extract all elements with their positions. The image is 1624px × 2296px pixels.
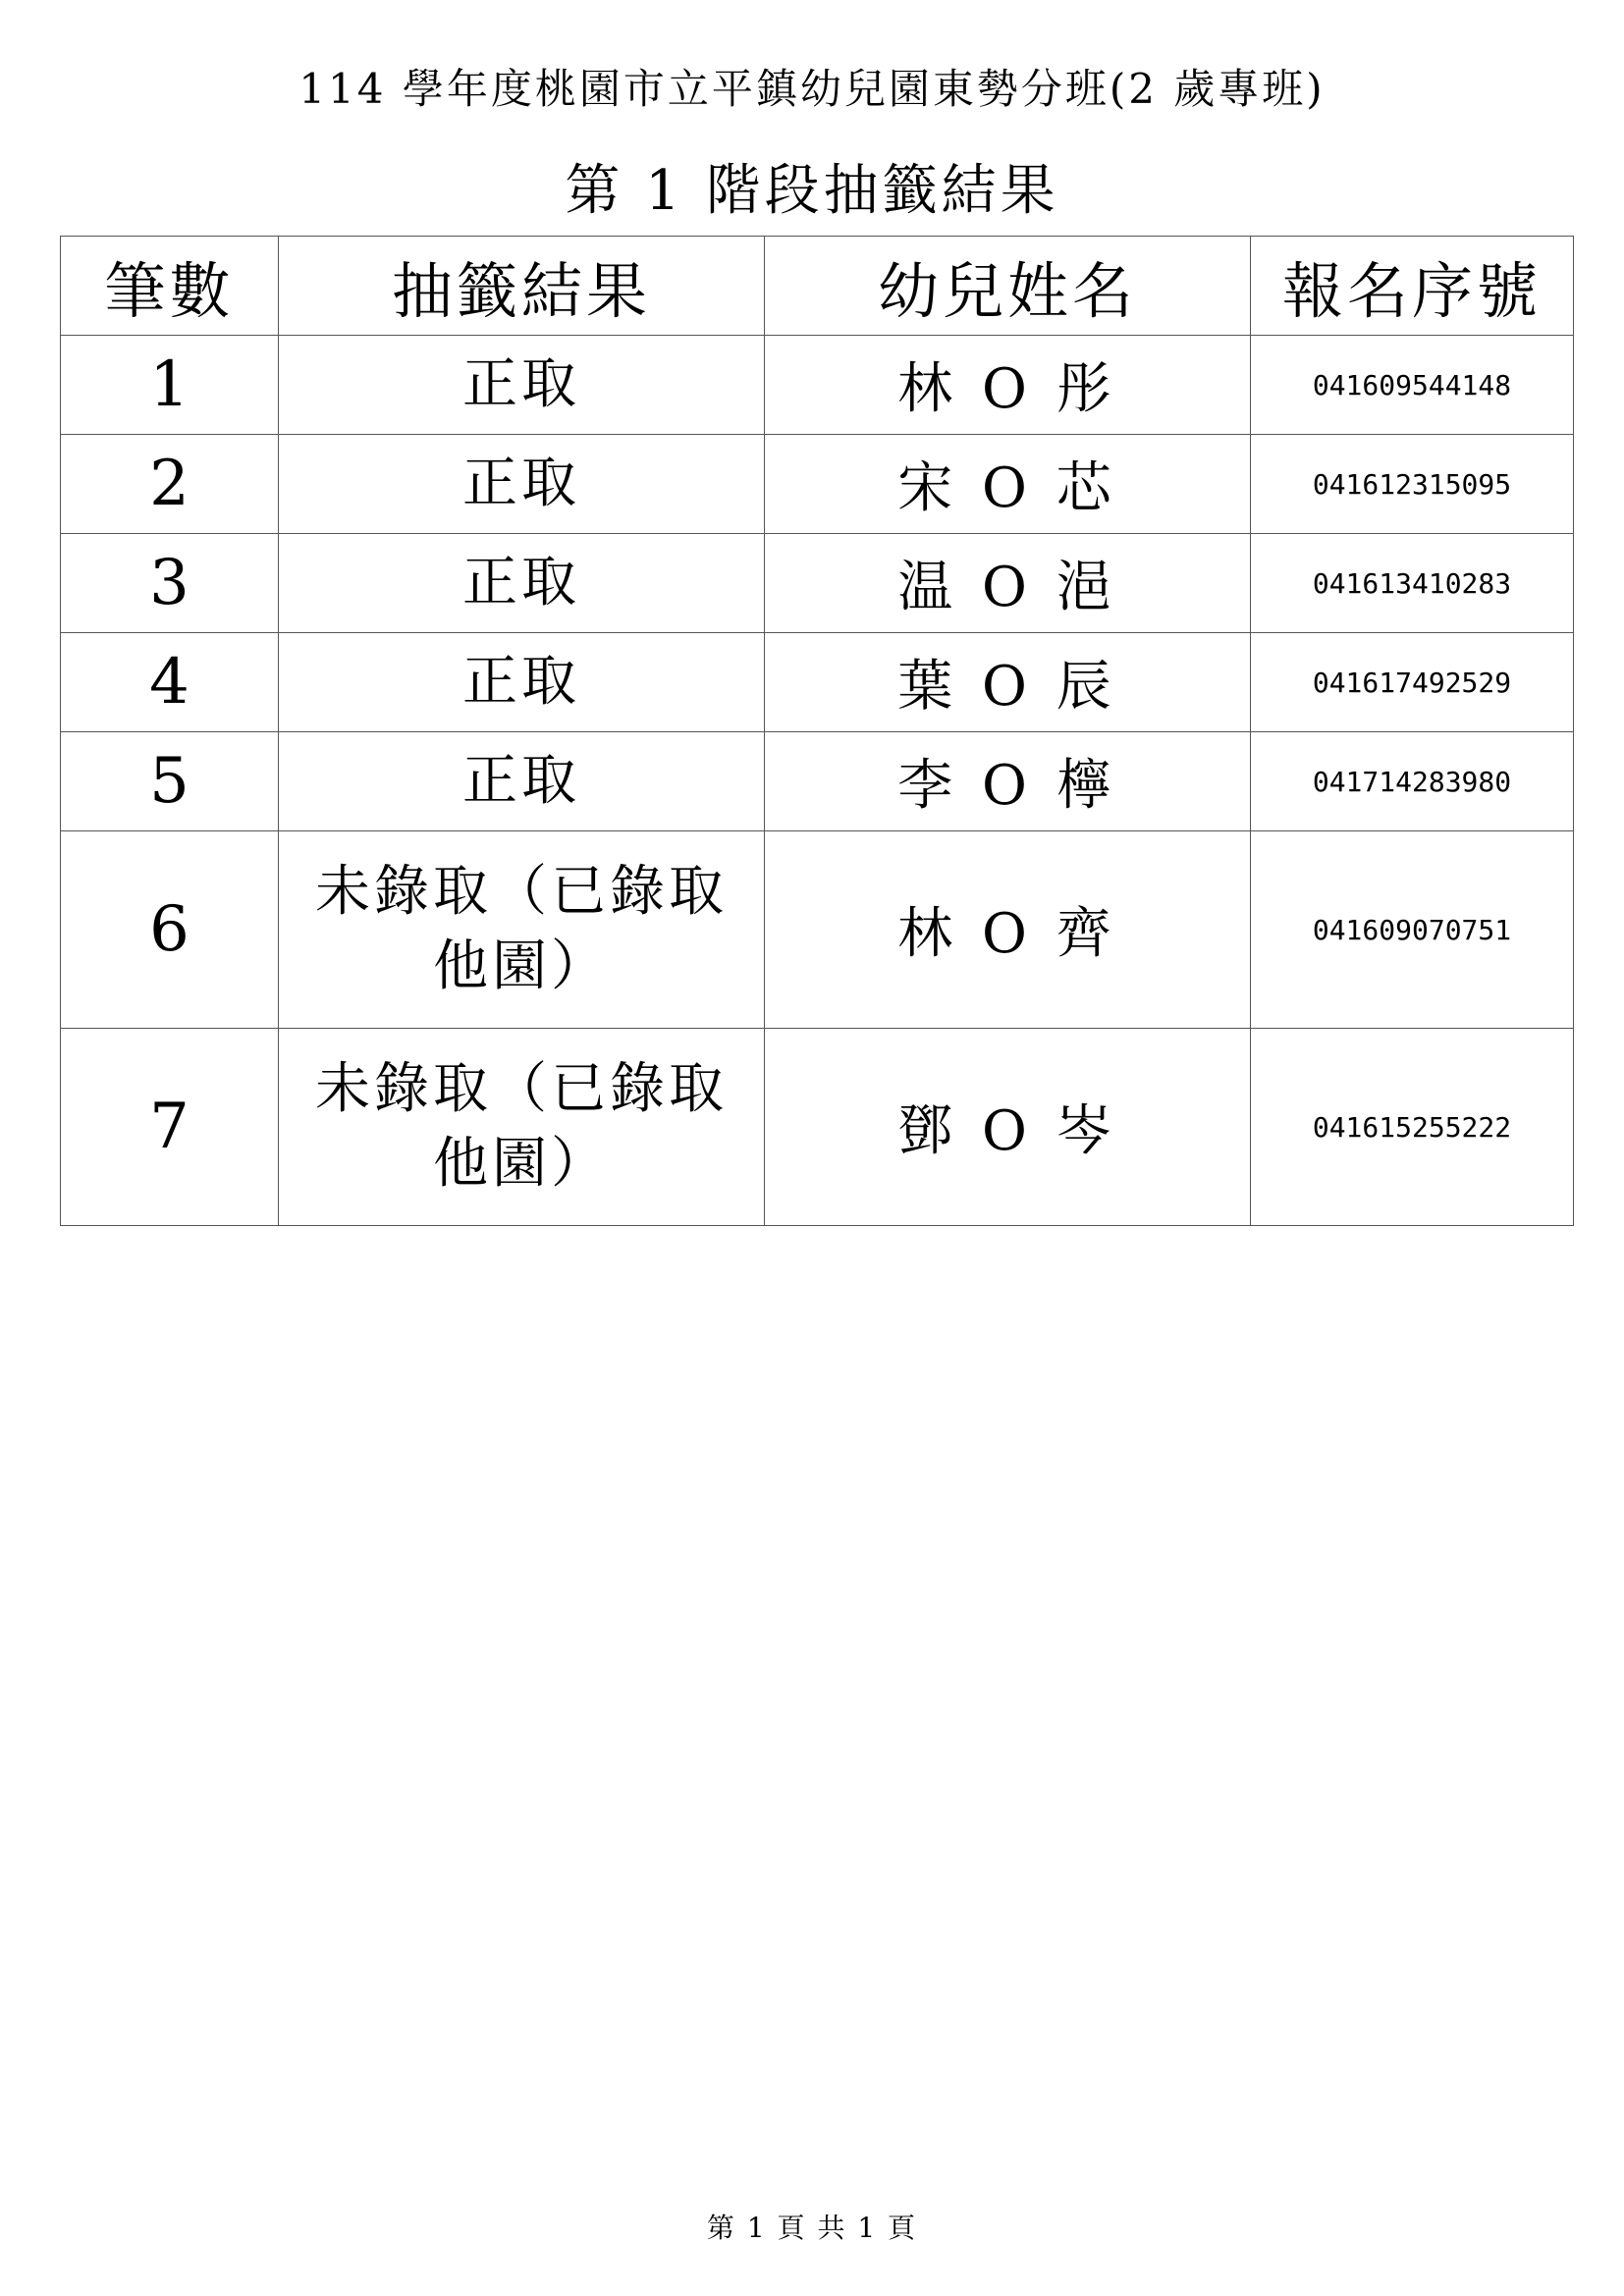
table-row	[61, 435, 1574, 534]
child-name: 鄧 O 岑	[765, 1029, 1251, 1226]
lottery-result	[279, 831, 765, 1029]
child-name: 温 O 浥	[765, 534, 1251, 633]
table-row	[61, 633, 1574, 732]
page-number-footer: 第 1 頁 共 1 頁	[706, 2212, 918, 2244]
registration-serial: 041609070751	[1251, 831, 1574, 1029]
lottery-results-table	[60, 236, 1574, 1226]
lottery-result	[279, 336, 765, 435]
row-number: 2	[61, 435, 279, 534]
registration-serial: 041609544148	[1251, 336, 1574, 435]
child-name: 李 O 檸	[765, 732, 1251, 831]
lottery-result	[279, 732, 765, 831]
row-number: 5	[61, 732, 279, 831]
lottery-result-text: 正取	[462, 749, 580, 814]
child-name: 宋 O 芯	[765, 435, 1251, 534]
column-header-serial: 報名序號	[1251, 237, 1574, 336]
stage-title: 第 1 階段抽籤結果	[565, 159, 1059, 223]
registration-serial: 041714283980	[1251, 732, 1574, 831]
registration-serial: 041617492529	[1251, 633, 1574, 732]
lottery-result	[279, 435, 765, 534]
registration-serial: 041613410283	[1251, 534, 1574, 633]
lottery-result-text: 正取	[462, 650, 580, 715]
lottery-result-text: 正取	[462, 452, 580, 516]
lottery-result	[279, 633, 765, 732]
table-row	[61, 336, 1574, 435]
row-number: 7	[61, 1029, 279, 1226]
lottery-result-text: 未錄取（已錄取他園）	[315, 1057, 728, 1196]
lottery-result-text: 正取	[462, 551, 580, 615]
child-name: 林 O 彤	[765, 336, 1251, 435]
column-header-child-name: 幼兒姓名	[765, 237, 1251, 336]
school-title: 114 學年度桃園市立平鎮幼兒園東勢分班(2 歲專班)	[298, 65, 1326, 113]
row-number: 4	[61, 633, 279, 732]
child-name: 葉 O 辰	[765, 633, 1251, 732]
row-number: 1	[61, 336, 279, 435]
child-name: 林 O 齊	[765, 831, 1251, 1029]
lottery-result-text: 正取	[462, 352, 580, 417]
table-row	[61, 831, 1574, 1029]
column-header-result: 抽籤結果	[279, 237, 765, 336]
table-row	[61, 732, 1574, 831]
lottery-result	[279, 534, 765, 633]
table-row	[61, 1029, 1574, 1226]
row-number: 6	[61, 831, 279, 1029]
lottery-result-text: 未錄取（已錄取他園）	[315, 860, 728, 998]
lottery-result	[279, 1029, 765, 1226]
table-row	[61, 534, 1574, 633]
table-header-row	[61, 237, 1574, 336]
registration-serial: 041615255222	[1251, 1029, 1574, 1226]
registration-serial: 041612315095	[1251, 435, 1574, 534]
row-number: 3	[61, 534, 279, 633]
column-header-count: 筆數	[61, 237, 279, 336]
